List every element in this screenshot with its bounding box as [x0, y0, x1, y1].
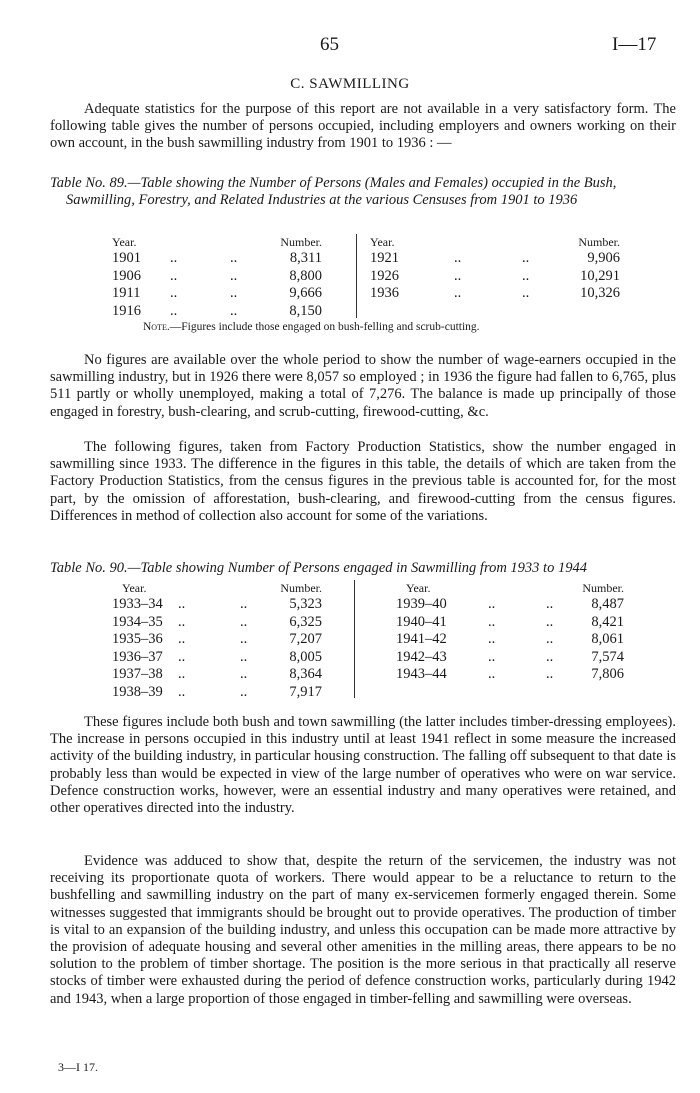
number-cell: 8,487: [591, 596, 624, 612]
table-90-left-column: [112, 580, 322, 702]
year-cell: 1934–35: [112, 613, 163, 630]
number-cell: 7,917: [289, 683, 322, 700]
leader-dots: ..: [240, 596, 248, 612]
leader-dots: ..: [240, 683, 248, 700]
footer-reference: 3—I 17.: [58, 1060, 98, 1074]
number-cell: 8,150: [289, 302, 322, 319]
paragraph-intro: Adequate statistics for the purpose of this report are not available in a very satisfactory form. The following table gives the number of persons occupied, including employers and owners working on their own account, in the bush sawmilling industry from 1901 to 1936 : —: [50, 101, 676, 152]
number-cell: 8,800: [289, 267, 322, 284]
leader-dots: ..: [230, 267, 238, 284]
leader-dots: ..: [546, 596, 554, 612]
table-row: [112, 666, 322, 684]
table-90-right-column: [396, 580, 624, 684]
leader-dots: ..: [178, 648, 186, 665]
table-89-caption: Table No. 89.—Table showing the Number of Persons (Males and Females) occupied in the Bush, Sawmilling, Forestry, and Related Industries at the various Censuses from 1901 to 1936: [50, 175, 617, 209]
number-cell: 8,421: [591, 613, 624, 630]
year-cell: 1935–36: [112, 631, 163, 648]
table-row: [396, 631, 624, 649]
year-cell: 1939–40: [396, 596, 447, 612]
year-cell: 1938–39: [112, 683, 163, 700]
year-cell: 1936: [370, 285, 399, 302]
leader-dots: ..: [522, 285, 530, 302]
leader-dots: ..: [178, 613, 186, 630]
year-cell: 1943–44: [396, 666, 447, 683]
table-row: [112, 684, 322, 702]
table-row: [112, 303, 322, 321]
number-cell: 10,291: [580, 267, 620, 284]
number-cell: 5,323: [289, 596, 322, 612]
number-cell: 8,364: [289, 666, 322, 683]
table-row: [396, 666, 624, 684]
note-text: —Figures include those engaged on bush-felling and scrub-cutting.: [169, 321, 480, 333]
leader-dots: ..: [178, 666, 186, 683]
leader-dots: ..: [488, 648, 496, 665]
leader-dots: ..: [240, 648, 248, 665]
page-number: 65: [320, 34, 339, 55]
leader-dots: ..: [240, 631, 248, 648]
table-row: [112, 631, 322, 649]
column-header-year: Year.: [122, 581, 147, 595]
column-header-year: Year.: [370, 235, 395, 249]
table-row: [370, 285, 620, 303]
leader-dots: ..: [240, 613, 248, 630]
table-row: [112, 649, 322, 667]
table-89-note: [143, 321, 480, 333]
note-label: Note.: [143, 321, 170, 333]
leader-dots: ..: [488, 596, 496, 612]
table-89: [112, 234, 632, 318]
leader-dots: ..: [454, 250, 462, 266]
number-cell: 8,311: [289, 250, 322, 266]
leader-dots: ..: [488, 631, 496, 648]
table-row: [396, 649, 624, 667]
paragraph-bush-and-town: These figures include both bush and town sawmilling (the latter includes timber-dressing employees). The increase in persons occupied in this industry until at least 1941 reflect in some measure the increased activity of the building industry, in particular housing construction. The falling off subsequent to that date is probably less than would be expected in view of the large number of operatives who were on war service. Defence construction works, however, were an essential industry and many operatives were retained, and other operatives directed into the industry.: [50, 714, 676, 817]
document-reference: I—17: [612, 34, 657, 55]
leader-dots: ..: [546, 648, 554, 665]
year-cell: 1901: [112, 250, 141, 266]
leader-dots: ..: [230, 285, 238, 302]
paragraph-factory-statistics: The following figures, taken from Factory Production Statistics, show the number engaged in sawmilling since 1933. The difference in the figures in this table, the details of which are taken from the Factory Production Statistics, from the census figures in the previous table is accounted for, for the most part, by the omission of afforestation, bush-clearing, and firewood-cutting from the census figures. Differences in method of collection also account for some of the variations.: [50, 439, 676, 524]
column-header-number: Number.: [578, 235, 620, 249]
year-cell: 1942–43: [396, 648, 447, 665]
leader-dots: ..: [170, 302, 178, 319]
table-89-right-column: [370, 234, 620, 303]
leader-dots: ..: [546, 613, 554, 630]
column-header-year: Year.: [406, 581, 431, 595]
leader-dots: ..: [522, 267, 530, 284]
number-cell: 7,574: [591, 648, 624, 665]
number-cell: 6,325: [289, 613, 322, 630]
year-cell: 1940–41: [396, 613, 447, 630]
leader-dots: ..: [522, 250, 530, 266]
column-header-number: Number.: [280, 581, 322, 595]
number-cell: 8,005: [289, 648, 322, 665]
table-90-caption: Table No. 90.—Table showing Number of Persons engaged in Sawmilling from 1933 to 1944: [50, 560, 587, 576]
column-divider: [356, 234, 357, 318]
year-cell: 1911: [112, 285, 141, 302]
leader-dots: ..: [488, 613, 496, 630]
year-cell: 1936–37: [112, 648, 163, 665]
number-cell: 7,207: [289, 631, 322, 648]
leader-dots: ..: [546, 631, 554, 648]
table-row: [370, 250, 620, 268]
table-89-left-column: [112, 234, 322, 320]
table-row: [370, 268, 620, 286]
leader-dots: ..: [488, 666, 496, 683]
leader-dots: ..: [170, 250, 178, 266]
table-row: [112, 250, 322, 268]
year-cell: 1906: [112, 267, 141, 284]
leader-dots: ..: [178, 596, 186, 612]
leader-dots: ..: [170, 285, 178, 302]
table-row: [112, 268, 322, 286]
leader-dots: ..: [230, 302, 238, 319]
number-cell: 7,806: [591, 666, 624, 683]
year-cell: 1921: [370, 250, 399, 266]
column-divider: [354, 580, 355, 698]
year-cell: 1933–34: [112, 596, 163, 612]
number-cell: 10,326: [580, 285, 620, 302]
leader-dots: ..: [230, 250, 238, 266]
table-row: [112, 285, 322, 303]
leader-dots: ..: [240, 666, 248, 683]
leader-dots: ..: [546, 666, 554, 683]
column-header-number: Number.: [582, 581, 624, 595]
table-row: [112, 596, 322, 614]
paragraph-evidence: Evidence was adduced to show that, despite the return of the servicemen, the industry was not receiving its proportionate quota of workers. There would appear to be a reluctance to return to the bushfelling and sawmilling industry on the part of many ex-servicemen formerly engaged therein. Some witnesses suggested that immigrants should be brought out to provide operatives. The production of timber is vital to an expansion of the building industry, and unless this occupation can be made more attractive by the provision of adequate housing and several other amenities in the milling areas, there appears to be no solution to the problem of timber shortage. The position is the more serious in that practically all reserve stocks of timber were exhausted during the period of defence construction works, particularly during 1942 and 1943, when a large proportion of those engaged in timber-felling and sawmilling were overseas.: [50, 853, 676, 1007]
year-cell: 1937–38: [112, 666, 163, 683]
number-cell: 9,906: [587, 250, 620, 266]
leader-dots: ..: [178, 683, 186, 700]
number-cell: 8,061: [591, 631, 624, 648]
table-row: [112, 614, 322, 632]
number-cell: 9,666: [289, 285, 322, 302]
year-cell: 1916: [112, 302, 141, 319]
column-header-year: Year.: [112, 235, 137, 249]
section-title: C. SAWMILLING: [290, 76, 410, 92]
leader-dots: ..: [454, 267, 462, 284]
table-row: [396, 596, 624, 614]
table-90: [112, 580, 632, 698]
leader-dots: ..: [178, 631, 186, 648]
leader-dots: ..: [454, 285, 462, 302]
table-row: [396, 614, 624, 632]
year-cell: 1926: [370, 267, 399, 284]
column-header-number: Number.: [280, 235, 322, 249]
year-cell: 1941–42: [396, 631, 447, 648]
paragraph-wage-earners: No figures are available over the whole period to show the number of wage-earners occupied in the sawmilling industry, but in 1926 there were 8,057 so employed ; in 1936 the figure had fallen to 6,765, plus 511 partly or wholly unemployed, making a total of 7,276. The balance is made up principally of those engaged in forestry, bush-clearing, and scrub-cutting, firewood-cutting, &c.: [50, 352, 676, 420]
leader-dots: ..: [170, 267, 178, 284]
